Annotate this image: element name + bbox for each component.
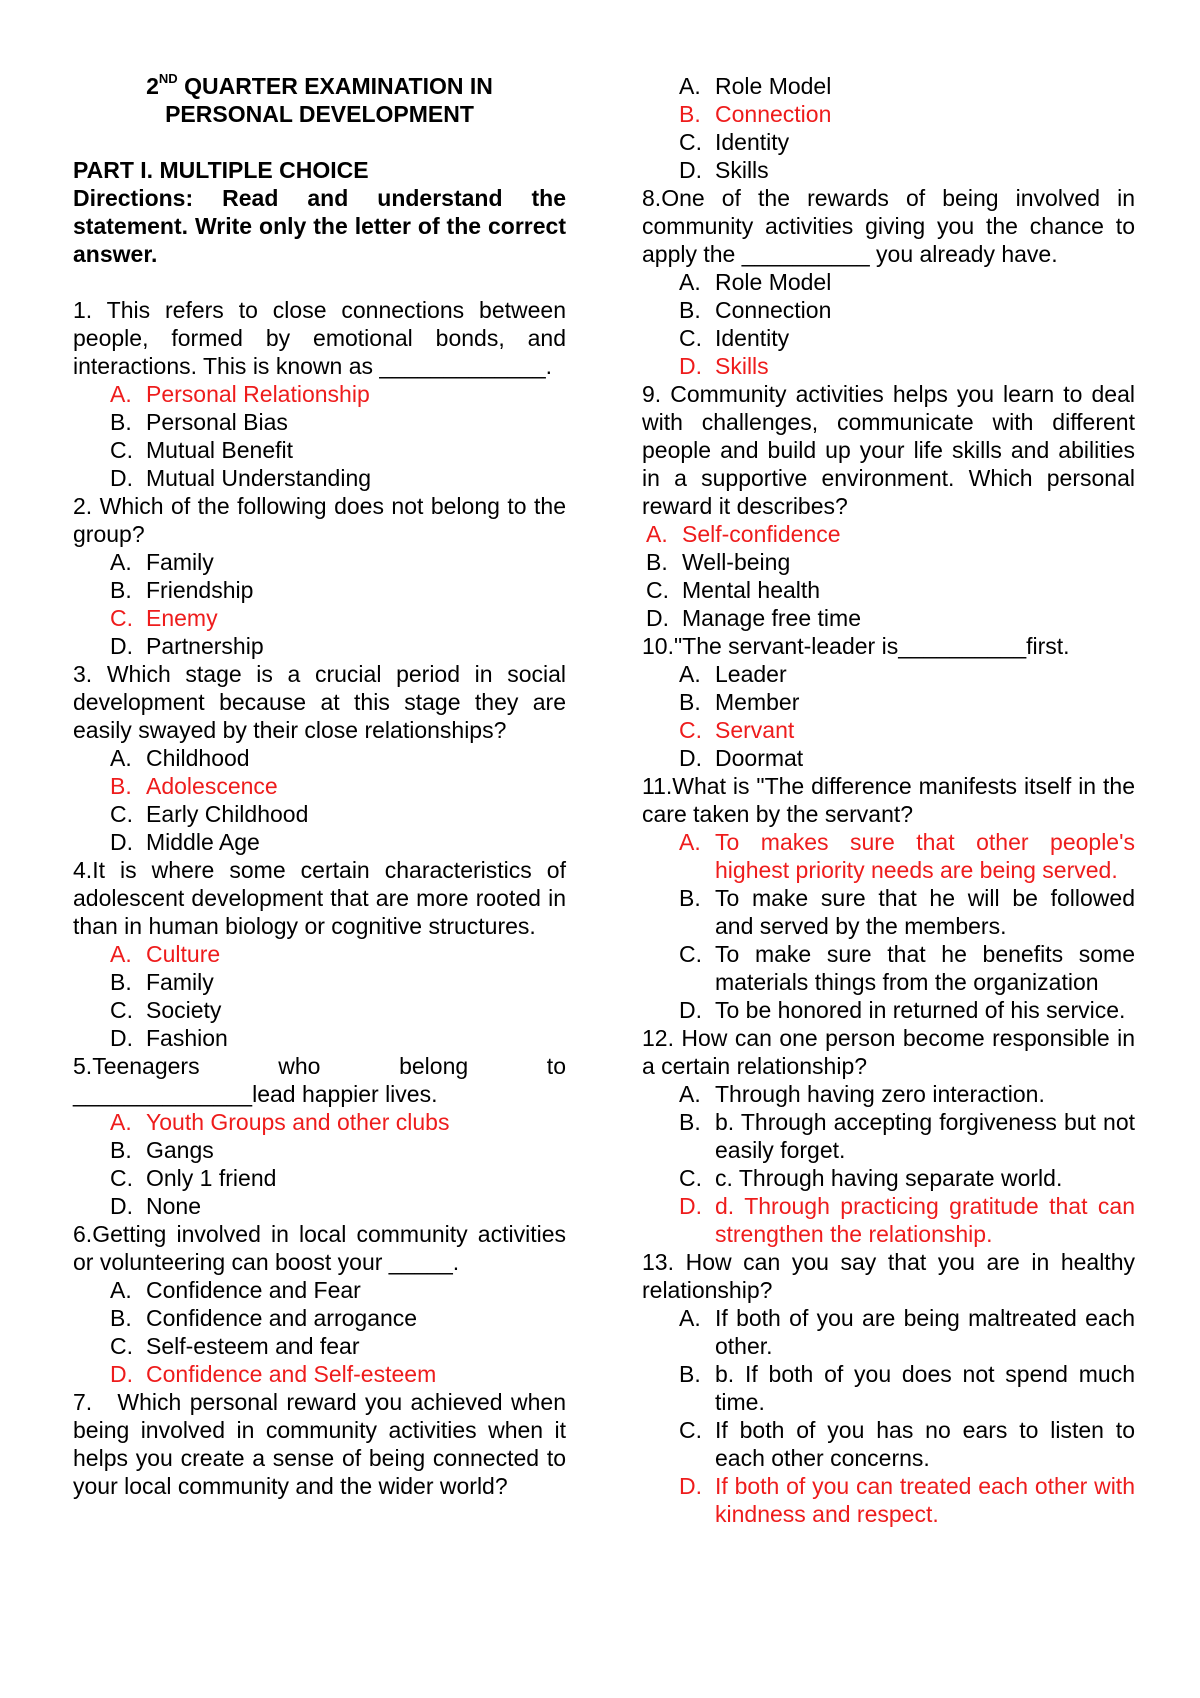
- choice-text: Well-being: [682, 549, 791, 575]
- choice-text: Personal Relationship: [146, 381, 370, 407]
- choice-letter: B.: [110, 969, 132, 995]
- choice-text: To make sure that he benefits some materials things from the organization: [715, 941, 1135, 995]
- choice-list: [73, 1108, 566, 1220]
- choice-letter: D.: [679, 745, 702, 771]
- choice-letter: B.: [679, 297, 701, 323]
- choice-list: [642, 660, 1135, 772]
- choice-text: Role Model: [715, 269, 832, 295]
- question: [642, 380, 1135, 632]
- question: [73, 492, 566, 660]
- choice-letter: B.: [679, 689, 701, 715]
- question: [73, 1388, 566, 1500]
- choice-text: To makes sure that other people's highest priority needs are being served.: [715, 829, 1135, 883]
- question-number: 10.: [642, 633, 674, 659]
- choice-item: [73, 1332, 566, 1360]
- choice-letter: B.: [110, 773, 132, 799]
- choice-item: [73, 1136, 566, 1164]
- question-text: [73, 1220, 566, 1276]
- choice-letter: D.: [110, 633, 133, 659]
- choice-letter: A.: [679, 829, 701, 855]
- question-number: 5.: [73, 1053, 93, 1079]
- question-text-line1: Teenagers who belong to: [92, 1053, 566, 1079]
- choice-text: Friendship: [146, 577, 254, 603]
- choice-text: Mutual Benefit: [146, 437, 294, 463]
- question-body: Which stage is a crucial period in social development because at this stage they are easily swayed by their close relationships?: [73, 661, 567, 743]
- title-subject: PERSONAL DEVELOPMENT: [165, 101, 474, 127]
- choice-item: [642, 744, 1135, 772]
- choice-item: [642, 1472, 1135, 1528]
- choice-item: [73, 1024, 566, 1052]
- choice-letter: C.: [110, 997, 133, 1023]
- question-text: [642, 1248, 1135, 1304]
- choice-item: [73, 1108, 566, 1136]
- question-text: [73, 660, 566, 744]
- question-number: 11.: [642, 773, 673, 799]
- choice-text: Skills: [715, 157, 769, 183]
- choice-text: Role Model: [715, 73, 832, 99]
- choice-text: Culture: [146, 941, 221, 967]
- directions: Directions: Read and understand the statement. Write only the letter of the correct answer.: [73, 185, 566, 267]
- choice-text: Member: [715, 689, 800, 715]
- choice-letter: B.: [646, 549, 668, 575]
- question-body: "The servant-leader is__________first.: [673, 633, 1070, 659]
- choice-item: [642, 1360, 1135, 1416]
- choice-letter: B.: [679, 1361, 701, 1387]
- choice-item: [73, 1276, 566, 1304]
- question-body: What is "The difference manifests itself in the care taken by the servant?: [642, 773, 1135, 827]
- choice-list: [642, 828, 1135, 1024]
- choice-text: Identity: [715, 325, 790, 351]
- choice-letter: D.: [646, 605, 669, 631]
- choice-letter: C.: [110, 1165, 133, 1191]
- question-number: 7.: [73, 1389, 93, 1415]
- question-text: [73, 856, 566, 940]
- question: [642, 772, 1135, 1024]
- question: [73, 1052, 566, 1220]
- question-body: How can you say that you are in healthy relationship?: [642, 1249, 1135, 1303]
- choice-item: [642, 688, 1135, 716]
- choice-item: [73, 380, 566, 408]
- choice-letter: D.: [110, 1193, 133, 1219]
- choice-letter: A.: [110, 941, 132, 967]
- question-number: 12.: [642, 1025, 674, 1051]
- choice-item: [642, 716, 1135, 744]
- choice-text: Confidence and Self-esteem: [146, 1361, 437, 1387]
- right-column: [642, 72, 1135, 1528]
- choice-list: [73, 548, 566, 660]
- choice-text: Youth Groups and other clubs: [146, 1109, 450, 1135]
- choice-letter: D.: [110, 1361, 133, 1387]
- choice-text: b. Through accepting forgiveness but not easily forget.: [715, 1109, 1135, 1163]
- choice-text: If both of you are being maltreated each other.: [715, 1305, 1135, 1359]
- choice-item: [73, 1164, 566, 1192]
- choice-letter: D.: [679, 997, 702, 1023]
- choice-letter: D.: [679, 353, 702, 379]
- choice-item: [642, 520, 1135, 548]
- left-column: [73, 72, 566, 1500]
- choice-item: [73, 828, 566, 856]
- choice-list: [642, 1304, 1135, 1528]
- question-text: [73, 1052, 566, 1080]
- question-body: How can one person become responsible in a certain relationship?: [642, 1025, 1136, 1079]
- choice-item: [642, 72, 1135, 100]
- choice-letter: A.: [110, 381, 132, 407]
- choice-item: [642, 884, 1135, 940]
- choice-letter: A.: [679, 1305, 701, 1331]
- choice-letter: C.: [679, 129, 702, 155]
- choice-item: [642, 352, 1135, 380]
- choice-letter: D.: [679, 1193, 702, 1219]
- choice-item: [642, 128, 1135, 156]
- choice-item: [642, 100, 1135, 128]
- choice-item: [73, 604, 566, 632]
- choice-text: If both of you has no ears to listen to each other concerns.: [715, 1417, 1135, 1471]
- question-number: 2.: [73, 493, 93, 519]
- choice-letter: C.: [110, 1333, 133, 1359]
- question-number: 6.: [73, 1221, 93, 1247]
- choice-item: [73, 744, 566, 772]
- choice-text: Confidence and Fear: [146, 1277, 361, 1303]
- question-body: Community activities helps you learn to deal with challenges, communicate with different people and build up your life skills and abilities in a supportive environment. Which personal reward it describes?: [642, 381, 1135, 519]
- title-rest: QUARTER EXAMINATION IN: [177, 73, 493, 99]
- choice-text: Society: [146, 997, 222, 1023]
- choice-letter: C.: [679, 325, 702, 351]
- choice-text: Manage free time: [682, 605, 861, 631]
- choice-text: Servant: [715, 717, 795, 743]
- choice-letter: D.: [679, 157, 702, 183]
- choice-text: Leader: [715, 661, 787, 687]
- choice-item: [73, 968, 566, 996]
- choice-text: Self-confidence: [682, 521, 841, 547]
- choice-letter: A.: [110, 1109, 132, 1135]
- choice-text: Partnership: [146, 633, 264, 659]
- question: [73, 660, 566, 856]
- choice-text: Early Childhood: [146, 801, 309, 827]
- choice-letter: A.: [110, 549, 132, 575]
- choice-text: d. Through practicing gratitude that can strengthen the relationship.: [715, 1193, 1135, 1247]
- choice-letter: B.: [110, 577, 132, 603]
- choice-text: Confidence and arrogance: [146, 1305, 418, 1331]
- choice-letter: A.: [679, 269, 701, 295]
- choice-text: Fashion: [146, 1025, 228, 1051]
- choice-text: Mutual Understanding: [146, 465, 372, 491]
- question-body: Getting involved in local community activities or volunteering can boost your _____.: [73, 1221, 566, 1275]
- choice-list: [642, 268, 1135, 380]
- exam-title: [73, 72, 566, 128]
- choice-item: [642, 996, 1135, 1024]
- question-text: [642, 632, 1135, 660]
- choice-letter: C.: [679, 941, 702, 967]
- choice-text: If both of you can treated each other with kindness and respect.: [715, 1473, 1135, 1527]
- choice-letter: C.: [679, 1417, 702, 1443]
- choice-letter: A.: [679, 73, 701, 99]
- choice-letter: C.: [110, 605, 133, 631]
- title-ordinal: ND: [158, 71, 178, 87]
- choice-letter: C.: [679, 1165, 702, 1191]
- choice-text: Connection: [715, 297, 832, 323]
- choice-item: [73, 996, 566, 1024]
- choice-item: [642, 660, 1135, 688]
- question-text: [642, 184, 1135, 268]
- choice-letter: D.: [679, 1473, 702, 1499]
- choice-letter: A.: [110, 1277, 132, 1303]
- question: [642, 184, 1135, 380]
- choice-list: [642, 520, 1135, 632]
- question-body: One of the rewards of being involved in community activities giving you the chance to apply the __________ you already have.: [642, 185, 1135, 267]
- choice-text: To be honored in returned of his service.: [715, 997, 1126, 1023]
- choice-item: [73, 436, 566, 464]
- question-text-line2: ______________lead happier lives.: [73, 1081, 438, 1107]
- choice-item: [73, 1192, 566, 1220]
- question-text: [73, 492, 566, 548]
- choice-letter: A.: [679, 661, 701, 687]
- choice-letter: B.: [110, 1305, 132, 1331]
- choice-item: [642, 296, 1135, 324]
- question: [73, 856, 566, 1052]
- question-number: 9.: [642, 381, 662, 407]
- choice-item: [642, 604, 1135, 632]
- choice-item: [642, 156, 1135, 184]
- choice-item: [73, 1304, 566, 1332]
- choice-item: [642, 324, 1135, 352]
- question: [642, 632, 1135, 772]
- choice-letter: C.: [679, 717, 702, 743]
- choice-item: [642, 940, 1135, 996]
- choice-item: [642, 1080, 1135, 1108]
- question: [642, 1248, 1135, 1528]
- choice-letter: B.: [679, 101, 701, 127]
- choice-text: Self-esteem and fear: [146, 1333, 360, 1359]
- choice-item: [73, 464, 566, 492]
- choice-item: [73, 576, 566, 604]
- choice-text: Doormat: [715, 745, 804, 771]
- choice-item: [642, 1164, 1135, 1192]
- choice-text: Family: [146, 969, 214, 995]
- question-body: This refers to close connections between people, formed by emotional bonds, and interactions. This is known as _____________.: [73, 297, 566, 379]
- choice-item: [642, 828, 1135, 884]
- choice-letter: D.: [110, 465, 133, 491]
- choice-text: b. If both of you does not spend much time.: [715, 1361, 1135, 1415]
- choice-item: [642, 1304, 1135, 1360]
- choice-list: [73, 380, 566, 492]
- choice-letter: C.: [646, 577, 669, 603]
- choice-letter: D.: [110, 1025, 133, 1051]
- choice-item: [73, 800, 566, 828]
- choice-letter: D.: [110, 829, 133, 855]
- choice-list: [73, 940, 566, 1052]
- choice-letter: C.: [110, 801, 133, 827]
- choice-item: [642, 1108, 1135, 1164]
- question-number: 13.: [642, 1249, 674, 1275]
- choice-item: [642, 1192, 1135, 1248]
- question-text: [73, 1388, 566, 1500]
- choice-text: c. Through having separate world.: [715, 1165, 1063, 1191]
- choice-list: [73, 744, 566, 856]
- choice-text: None: [146, 1193, 201, 1219]
- choice-letter: B.: [110, 1137, 132, 1163]
- choice-letter: A.: [646, 521, 668, 547]
- question-number: 8.: [642, 185, 662, 211]
- choice-item: [642, 576, 1135, 604]
- choice-text: Personal Bias: [146, 409, 288, 435]
- choice-letter: C.: [110, 437, 133, 463]
- questions-right: [642, 72, 1135, 1528]
- choice-letter: B.: [679, 1109, 701, 1135]
- choice-list: [642, 72, 1135, 184]
- choice-text: To make sure that he will be followed and served by the members.: [715, 885, 1135, 939]
- choice-letter: A.: [110, 745, 132, 771]
- choice-text: Skills: [715, 353, 769, 379]
- question-text: [73, 296, 566, 380]
- choice-list: [73, 1276, 566, 1388]
- question-text: [642, 380, 1135, 520]
- choice-item: [73, 632, 566, 660]
- part-heading: PART I. MULTIPLE CHOICE: [73, 157, 369, 183]
- choice-letter: B.: [110, 409, 132, 435]
- question-body: Which of the following does not belong to the group?: [73, 493, 566, 547]
- choice-text: Middle Age: [146, 829, 260, 855]
- question-body: Which personal reward you achieved when being involved in community activities when it helps you create a sense of being connected to your local community and the wider world?: [73, 1389, 566, 1499]
- choice-text: Childhood: [146, 745, 250, 771]
- choice-text: Mental health: [682, 577, 821, 603]
- question-text: [642, 772, 1135, 828]
- choice-text: Adolescence: [146, 773, 278, 799]
- choice-text: Only 1 friend: [146, 1165, 277, 1191]
- question-number: 3.: [73, 661, 93, 687]
- question: [73, 296, 566, 492]
- choice-text: Enemy: [146, 605, 218, 631]
- title-number: 2: [146, 73, 159, 99]
- choice-item: [73, 1360, 566, 1388]
- question-text: [642, 1024, 1135, 1080]
- question-number: 1.: [73, 297, 93, 323]
- choice-item: [642, 548, 1135, 576]
- question: [642, 1024, 1135, 1248]
- choice-text: Through having zero interaction.: [715, 1081, 1045, 1107]
- choice-item: [73, 548, 566, 576]
- choice-item: [73, 940, 566, 968]
- choice-item: [642, 1416, 1135, 1472]
- choice-text: Gangs: [146, 1137, 214, 1163]
- choice-text: Identity: [715, 129, 790, 155]
- choice-text: Connection: [715, 101, 832, 127]
- question: [73, 1220, 566, 1388]
- question-number: 4.: [73, 857, 93, 883]
- question-body: It is where some certain characteristics of adolescent development that are more rooted in than in human biology or cognitive structures.: [73, 857, 566, 939]
- choice-list: [642, 1080, 1135, 1248]
- questions-left: [73, 296, 566, 1500]
- choice-letter: B.: [679, 885, 701, 911]
- choice-item: [642, 268, 1135, 296]
- choice-item: [73, 408, 566, 436]
- choice-item: [73, 772, 566, 800]
- choice-letter: A.: [679, 1081, 701, 1107]
- choice-text: Family: [146, 549, 214, 575]
